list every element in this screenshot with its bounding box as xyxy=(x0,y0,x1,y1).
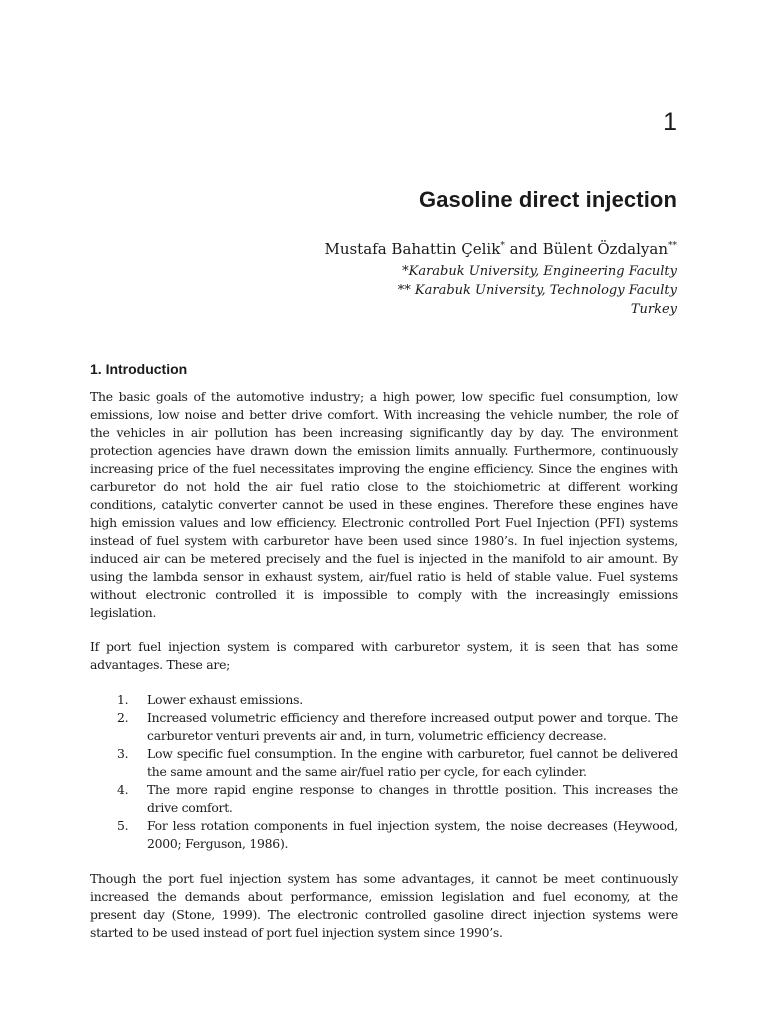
affiliation-mark: * xyxy=(500,241,505,251)
list-item-text: Increased volumetric efficiency and therefore increased output power and torque. The carburetor venturi prevents air and, in turn, volumetric efficiency decrease. xyxy=(147,710,678,743)
body-paragraph: The basic goals of the automotive industry; a high power, low specific fuel consumption, low emissions, low noise and better drive comfort. With increasing the vehicle number, the role of the vehicles in air pollution has been increasing significantly day by day. The environment protection agencies have drawn down the emission limits annually. Furthermore, continuously increasing price of the fuel necessitates improving the engine efficiency. Since the engines with carburetor do not hold the air fuel ratio close to the stoichiometric at different working conditions, catalytic converter cannot be used in these engines. Therefore these engines have high emission values and low efficiency. Electronic controlled Port Fuel Injection (PFI) systems instead of fuel system with carburetor have been used since 1980’s. In fuel injection systems, induced air can be metered precisely and the fuel is injected in the manifold to air amount. By using the lambda sensor in exhaust system, air/fuel ratio is held of stable value. Fuel systems without electronic controlled it is impossible to comply with the increasingly emissions legislation. xyxy=(90,389,678,620)
list-item-text: Low specific fuel consumption. In the engine with carburetor, fuel cannot be delivered the same amount and the same air/fuel ratio per cycle, for each cylinder. xyxy=(147,746,678,779)
affiliation-line: *Karabuk University, Engineering Faculty xyxy=(402,264,677,279)
list-item xyxy=(90,817,678,853)
list-item-number: 1. xyxy=(117,692,129,707)
advantages-list xyxy=(90,691,678,853)
list-item-number: 5. xyxy=(117,818,129,833)
list-item-text: The more rapid engine response to changes in throttle position. This increases the drive comfort. xyxy=(147,782,678,815)
body-paragraph: If port fuel injection system is compared with carburetor system, it is seen that has some advantages. These are; xyxy=(90,639,678,672)
author-connector: and xyxy=(504,240,543,258)
body-paragraph: Though the port fuel injection system has some advantages, it cannot be meet continuously increased the demands about performance, emission legislation and fuel economy, at the present day (Stone, 1999). The electronic controlled gasoline direct injection systems were started to be used instead of port fuel injection system since 1990’s. xyxy=(90,871,678,940)
list-item-text: Lower exhaust emissions. xyxy=(147,692,303,707)
section-heading: 1. Introduction xyxy=(90,361,188,377)
list-item-number: 2. xyxy=(117,710,129,725)
affiliation-line: ** Karabuk University, Technology Faculty xyxy=(397,283,677,298)
affiliation-line: Turkey xyxy=(630,302,677,317)
list-item-text: For less rotation components in fuel injection system, the noise decreases (Heywood, 2000; Ferguson, 1986). xyxy=(147,818,678,851)
list-item-number: 4. xyxy=(117,782,129,797)
chapter-number: 1 xyxy=(663,108,677,136)
chapter-title: Gasoline direct injection xyxy=(418,187,677,212)
affiliation-mark: ** xyxy=(668,241,677,251)
author-line xyxy=(324,240,677,258)
list-item-number: 3. xyxy=(117,746,129,761)
list-item xyxy=(90,691,678,709)
list-item xyxy=(90,781,678,817)
author-name: Bülent Özdalyan xyxy=(542,240,668,258)
list-item xyxy=(90,745,678,781)
list-item xyxy=(90,709,678,745)
author-name: Mustafa Bahattin Çelik xyxy=(324,240,501,258)
